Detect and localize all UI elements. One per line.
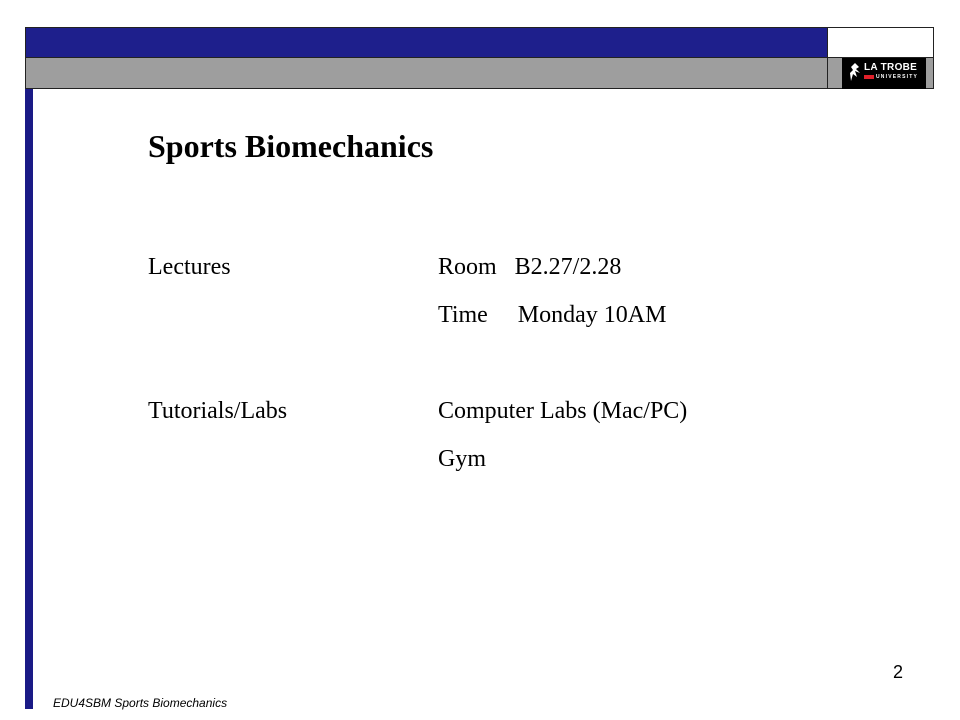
logo-name-line1: LA TROBE (864, 62, 918, 73)
footer-course-name: EDU4SBM Sports Biomechanics (53, 696, 228, 710)
tutorials-location-computer-labs: Computer Labs (Mac/PC) (438, 398, 688, 424)
tutorials-label: Tutorials/Labs (148, 398, 288, 424)
logo-name-line2: UNIVERSITY (876, 74, 919, 80)
header-bar-top (25, 27, 828, 58)
logo-red-bar (864, 75, 874, 79)
header-bar-top-right (828, 27, 934, 58)
logo-emblem-icon (848, 61, 862, 85)
lectures-time: Time Monday 10AM (438, 302, 667, 328)
page-number: 2 (893, 662, 904, 682)
slide-title: Sports Biomechanics (148, 128, 434, 164)
lectures-room: Room B2.27/2.28 (438, 254, 622, 280)
tutorials-location-gym: Gym (438, 446, 486, 472)
left-accent-rule (25, 89, 33, 709)
header-bar-bottom (25, 58, 828, 89)
lectures-label: Lectures (148, 254, 231, 280)
